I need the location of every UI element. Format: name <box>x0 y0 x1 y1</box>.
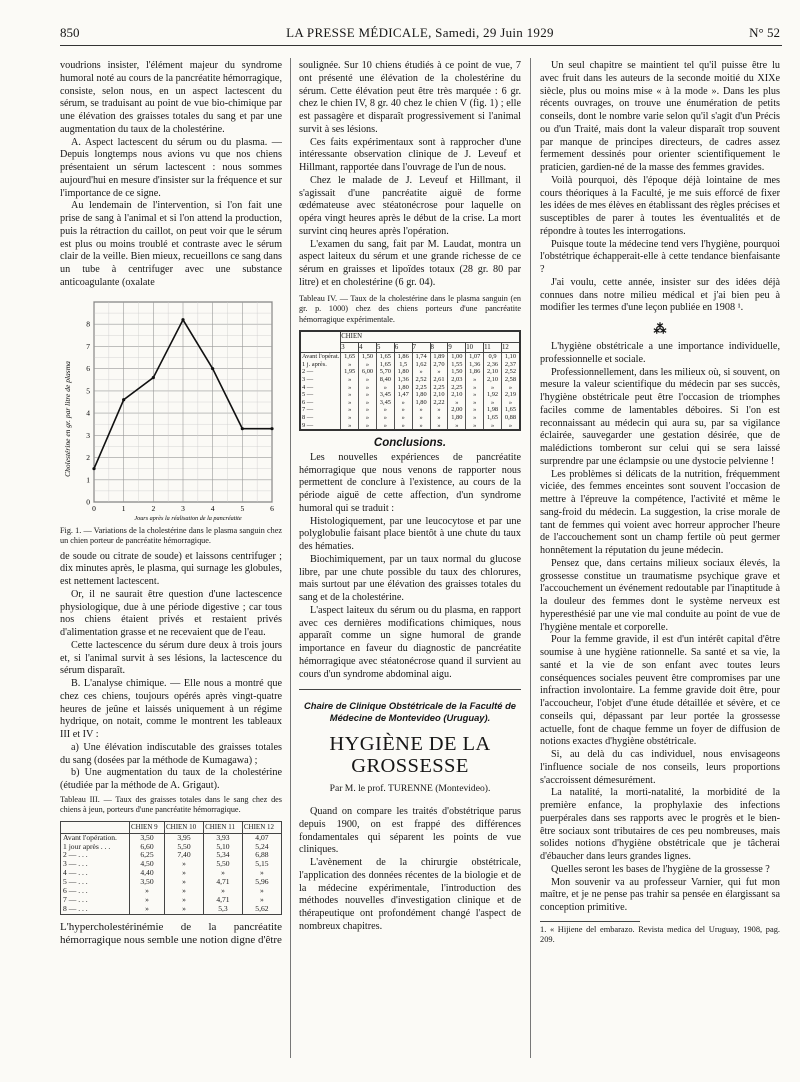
table-cell: » <box>359 422 377 431</box>
table-row-label: 6 — <box>300 399 341 407</box>
table-row-label: 4 — <box>300 384 341 392</box>
author-line: Par M. le prof. TURENNE (Montevideo). <box>329 783 491 795</box>
table-row <box>300 353 520 361</box>
affiliation: Chaire de Clinique Obstétricale de la Faculté de Médecine de Montevideo (Uruguay). <box>303 700 517 723</box>
table-cell: 2,70 <box>430 361 448 369</box>
table-row-label: 8 — <box>300 414 341 422</box>
x-tick-label: 5 <box>240 503 245 513</box>
table-cell: » <box>466 406 484 414</box>
table-row <box>300 376 520 384</box>
table-cell: » <box>394 406 412 414</box>
table-cell: » <box>466 399 484 407</box>
table-row-label: 7 — <box>300 406 341 414</box>
table-header-cell: 3 <box>341 342 359 353</box>
paragraph: Les nouvelles expériences de pancréatite hémorragique que nous venons de rapporter nous permettent de conclure à l'existence, au cours de la période aiguë de cette affection, d'un syndrome humoral qui se traduit : <box>299 451 521 514</box>
table-cell: 2 — . . . <box>61 851 130 860</box>
paragraph: Voilà pourquoi, dès l'époque déjà lointaine de mes cours théoriques à la Faculté, je me suis efforcé de fixer les idées de mes élèves en établissant des règles précises et susceptibles de parer à toutes les éventualités et de répondre à toutes les interrogations. <box>540 174 780 237</box>
table-row-label: 1 j. après. <box>300 361 341 369</box>
section-rule <box>299 689 521 690</box>
table-cell: 2,19 <box>501 391 520 399</box>
table-cell: » <box>394 414 412 422</box>
table-cell: » <box>430 368 448 376</box>
table-header-cell: CHIEN 10 <box>164 821 203 833</box>
table-cell: 6,88 <box>242 851 281 860</box>
table-row-label: 2 — <box>300 368 341 376</box>
table-cell: 2,52 <box>412 376 430 384</box>
table-cell: 1,80 <box>412 391 430 399</box>
table-cell: 1,47 <box>394 391 412 399</box>
table-cell: » <box>164 869 203 878</box>
table-header-cell: 8 <box>430 342 448 353</box>
paragraph: A. Aspect lactescent du sérum ou du plasma. — Depuis longtemps nous avions vu que nos chiens présentaient un sérum lactescent : nous sommes aujourd'hui en mesure d'insister sur la fréquence et sur l'importance de ce signe. <box>60 136 282 199</box>
table-cell: » <box>359 384 377 392</box>
table-header-cell: 5 <box>376 342 394 353</box>
table-cell: » <box>466 384 484 392</box>
data-point <box>92 467 95 470</box>
table-cell: 1,65 <box>501 406 520 414</box>
paragraph: Chez le malade de J. Leveuf et Hillmant, il s'agissait d'une pancréatite aiguë de forme œdémateuse avec stéatonécrose pour laquelle on opéra vingt heures après le début de la crise. La mort survint cinq heures après l'opération. <box>299 174 521 237</box>
table-cell: » <box>430 406 448 414</box>
table-cell: 1,36 <box>466 361 484 369</box>
table-cell: 1,80 <box>394 368 412 376</box>
table-cell: » <box>341 376 359 384</box>
table-row <box>61 896 282 905</box>
header-rule <box>60 45 782 46</box>
paragraph: Histologiquement, par une leucocytose et par une polyglobulie faisant place bientôt à une chute du taux des hématies. <box>299 515 521 553</box>
table-cell: 5,96 <box>242 878 281 887</box>
table-cell: 5,62 <box>242 905 281 914</box>
journal-header: LA PRESSE MÉDICALE, Samedi, 29 Juin 1929 <box>286 25 554 40</box>
table-cell: » <box>484 384 502 392</box>
data-point <box>152 375 155 378</box>
table-header-cell <box>61 821 130 833</box>
table-cell: 3,95 <box>164 833 203 842</box>
table-row <box>61 905 282 914</box>
table-header-cell: 12 <box>501 342 520 353</box>
paragraph: voudrions insister, l'élément majeur du syndrome humoral noté au cours de la pancréatite hémorragique, consiste, selon nous, en un aspect lactescent du sérum, se traduisant au point de vue bio-chimique par une élévation des graisses totales du sang et par une augmentation du taux de la cholestérine. <box>60 60 282 135</box>
table-cell: 4,40 <box>130 869 165 878</box>
table-cell: 2,25 <box>448 384 466 392</box>
table-cell: » <box>501 399 520 407</box>
table-row <box>300 391 520 399</box>
table-cell: » <box>164 896 203 905</box>
y-tick-label: 3 <box>86 430 90 440</box>
table-cell: » <box>164 887 203 896</box>
table-cell: 1,50 <box>359 353 377 361</box>
x-tick-label: 2 <box>151 503 156 513</box>
table-cell: » <box>466 376 484 384</box>
table-cell: » <box>341 406 359 414</box>
column-3 <box>540 60 780 946</box>
table-group-header: CHIEN <box>341 331 520 342</box>
table-cell: 1,98 <box>484 406 502 414</box>
paragraph: de soude ou citrate de soude) et laissons centrifuger ; dix minutes après, le plasma, qui surnage les globules, est nettement lactescent. <box>60 550 282 587</box>
table-cell: 7 — . . . <box>61 896 130 905</box>
table-cell: 5,10 <box>204 843 243 852</box>
data-point <box>270 427 273 430</box>
table-cell: 1,36 <box>394 376 412 384</box>
table-row <box>300 399 520 407</box>
paragraph: J'ai voulu, cette année, insister sur des idées déjà connues dans notre milieu médical et j'ai bien peu à modifier les termes d'une leçon publiée en 1908 ¹. <box>540 276 780 314</box>
table-cell: » <box>448 399 466 407</box>
table-cell: » <box>376 406 394 414</box>
table-cell: 5,24 <box>242 843 281 852</box>
x-tick-label: 4 <box>210 503 215 513</box>
chart-x-label: Jours après la réalisation de la pancréatite <box>134 514 242 522</box>
table-cell: » <box>412 414 430 422</box>
table-cell: » <box>484 422 502 431</box>
chart-y-label: Cholestérine en gr. par litre de plasma <box>63 360 72 477</box>
table-cell: 1,74 <box>412 353 430 361</box>
page-number: 850 <box>60 25 80 40</box>
table-cell: 1,55 <box>448 361 466 369</box>
table-caption: Tableau III. — Taux des graisses totales dans le sang chez des chiens à jeun, porteurs d'une pancréatite hémorragique. <box>60 794 282 815</box>
table-cell: 5,34 <box>204 851 243 860</box>
table-cell: 1,86 <box>466 368 484 376</box>
y-tick-label: 1 <box>86 474 90 484</box>
table-cell: 1,95 <box>341 368 359 376</box>
table-row <box>300 422 520 431</box>
x-tick-label: 1 <box>121 503 126 513</box>
table-cell: 6,00 <box>359 368 377 376</box>
table-cell: » <box>484 399 502 407</box>
paragraph: a) Une élévation indiscutable des graisses totales du sang (dosées par la méthode de Kumagawa) ; <box>60 741 282 766</box>
table-cell: » <box>164 905 203 914</box>
table-cell: » <box>412 368 430 376</box>
table-cell: » <box>242 869 281 878</box>
table-row <box>61 869 282 878</box>
table-cell: 1,80 <box>412 399 430 407</box>
table-row <box>61 843 282 852</box>
y-tick-label: 6 <box>86 363 90 373</box>
y-tick-label: 7 <box>86 341 90 351</box>
table-cell: 3 — . . . <box>61 860 130 869</box>
table-row <box>61 878 282 887</box>
paragraph: b) Une augmentation du taux de la cholestérine (étudiée par la méthode de A. Grigaut). <box>60 767 282 791</box>
table-row-label: 9 — <box>300 422 341 431</box>
table-row <box>300 414 520 422</box>
table-cell: 2,03 <box>448 376 466 384</box>
table-cell: 3,93 <box>204 833 243 842</box>
table-cell: » <box>430 414 448 422</box>
table-cell: 4,07 <box>242 833 281 842</box>
table-header-cell: 9 <box>448 342 466 353</box>
table-cell: 2,25 <box>430 384 448 392</box>
table-cell: 1,5 <box>394 361 412 369</box>
y-tick-label: 5 <box>86 385 90 395</box>
table-row <box>61 851 282 860</box>
table-cell: 1,50 <box>448 368 466 376</box>
paragraph: Les problèmes si délicats de la nutrition, fréquemment viciée, des femmes enceintes sont souvent l'occasion de mettre à l'épreuve la compétence, l'activité et même le sang-froid du médecin. La suggestion, la crise morale de tant de femmes qui voient avec horreur approcher l'heure de l'accouchement sont un champ fertile où peut germer honnêtement la réputation du jeune médecin. <box>540 468 780 556</box>
table-cell: » <box>394 422 412 431</box>
table-cell: 5,50 <box>164 843 203 852</box>
table-cell: 3,45 <box>376 391 394 399</box>
table-cell: 1 jour après . . . <box>61 843 130 852</box>
y-tick-label: 2 <box>86 452 90 462</box>
table-cell: 1,65 <box>484 414 502 422</box>
table-cell: » <box>164 860 203 869</box>
data-point <box>122 398 125 401</box>
table-cell: 1,86 <box>394 353 412 361</box>
table-cell: » <box>412 406 430 414</box>
table-cell: Avant l'opération. <box>61 833 130 842</box>
table-row <box>61 860 282 869</box>
table-cell: » <box>242 896 281 905</box>
table-cell: 2,37 <box>501 361 520 369</box>
table-row <box>61 887 282 896</box>
y-tick-label: 8 <box>86 319 90 329</box>
table-row <box>300 406 520 414</box>
table-cell: » <box>341 384 359 392</box>
table-row-label: 5 — <box>300 391 341 399</box>
table-cell: 5,3 <box>204 905 243 914</box>
paragraph: La natalité, la morti-natalité, la morbidité de la première enfance, la prophylaxie des infections puerpérales dans ses rapports avec le progrès et le bien-être sociaux sont tributaires de ces peu nombreuses, mais solides notions d'hygiène obstétricale que je tâcherai d'ébaucher dans leurs grandes lignes. <box>540 787 780 862</box>
table-row <box>300 368 520 376</box>
table-header-cell: 6 <box>394 342 412 353</box>
table-cell: 4,71 <box>204 896 243 905</box>
table-cell: 1,80 <box>394 384 412 392</box>
table-cell: » <box>204 869 243 878</box>
table-cell: » <box>448 422 466 431</box>
paragraph: Puisque toute la médecine tend vers l'hygiène, pourquoi l'obstétrique échapperait-elle à cette tendance bienfaisante ? <box>540 238 780 275</box>
table-cell: » <box>376 422 394 431</box>
cholesterol-line-chart <box>60 294 282 524</box>
table-header-cell: 10 <box>466 342 484 353</box>
table-cell: 7,40 <box>164 851 203 860</box>
table-row <box>300 361 520 369</box>
table-cell: » <box>501 422 520 431</box>
paragraph: L'examen du sang, fait par M. Laudat, montra un aspect laiteux du sérum et une grande richesse de ce sérum en graisses et lipoïdes totaux (28 gr. 80 par litre) et en cholestérine (6 gr. 04). <box>299 238 521 288</box>
article-title: HYGIÈNE DE LA GROSSESSE <box>329 733 491 778</box>
table-cell: » <box>359 376 377 384</box>
table-cell: 1,00 <box>448 353 466 361</box>
data-point <box>241 427 244 430</box>
table-cell: 2,25 <box>412 384 430 392</box>
table-header-cell: 7 <box>412 342 430 353</box>
paragraph: Cette lactescence du sérum dure deux à trois jours et, si l'animal survit à ses lésions, la lactescence du sérum disparaît. <box>60 639 282 677</box>
paragraph: B. L'analyse chimique. — Elle nous a montré que chez ces chiens, toujours opérés après vingt-quatre heures de jeûne et laissés uniquement à un régime hydrique, on notait, comme le montrent les tableaux III et IV : <box>60 678 282 740</box>
data-point <box>181 318 184 321</box>
table-cell: 2,58 <box>501 376 520 384</box>
table-cell: 5 — . . . <box>61 878 130 887</box>
table-cell: » <box>466 422 484 431</box>
table-cell: 5,50 <box>204 860 243 869</box>
y-tick-label: 4 <box>86 408 90 418</box>
column-1 <box>60 60 282 948</box>
paragraph: Si, au delà du cas individuel, nous envisageons l'influence sociale de nos conseils, leurs proportions s'accroissent démesurément. <box>540 749 780 786</box>
table-cell: 5,70 <box>376 368 394 376</box>
paragraph: Pensez que, dans certains milieux sociaux élevés, la grossesse constitue un traumatisme psychique grave et l'accouchement un événement redoutable par l'inaptitude à la douleur des femmes dont le système nerveux est hyperesthésié par une vie mal conduite au point de vue de l'hygiène mentale et corporelle. <box>540 557 780 633</box>
column-separator <box>290 58 291 1058</box>
table-cell: 1,10 <box>501 353 520 361</box>
conclusions-heading: Conclusions. <box>373 437 447 450</box>
table-cell: » <box>466 391 484 399</box>
paragraph: Pour la femme gravide, il est d'un intérêt capital d'être soumise à une hygiène rationnelle. Sa santé et sa vie, la santé et la vie de son enfant avec toutes leurs conséquences sociales peuvent être compromises par une infraction involontaire. La femme gravide doit être, pour l'accoucheur, l'objet d'une étude détaillée et sévère, et ce conseils qui, dépassant par leur portée la grossesse actuelle, font de chaque femme un foyer de diffusion de notions exactes d'hygiène obstétricale. <box>540 634 780 748</box>
table-cell: 2,61 <box>430 376 448 384</box>
table-cell: 2,00 <box>448 406 466 414</box>
table-cell: » <box>341 399 359 407</box>
table-iv <box>299 330 521 431</box>
table-cell: 8 — . . . <box>61 905 130 914</box>
table-cell: 2,52 <box>501 368 520 376</box>
table-cell: » <box>501 384 520 392</box>
table-cell: 2,10 <box>484 376 502 384</box>
table-cell: » <box>341 361 359 369</box>
paragraph: Or, il ne saurait être question d'une lactescence physiologique, due à une période digestive ; car tous nos chiens étaient privés et restaient privés d'alimentation grasse et ne recevaient que de l'eau. <box>60 588 282 638</box>
table-cell: » <box>204 887 243 896</box>
table-cell: » <box>130 887 165 896</box>
column-separator <box>530 58 531 1058</box>
table-cell: » <box>359 414 377 422</box>
paragraph: soulignée. Sur 10 chiens étudiés à ce point de vue, 7 ont présenté une élévation de la cholestérine du sérum. Cette élévation peut être très marquée : 6 gr. chez le chien IV, 8 gr. 40 chez le chien V (fig. 1) ; elle est passagère et disparaît progressivement si l'animal survit à ses lésions. <box>299 60 521 135</box>
issue-number: N° 52 <box>749 25 780 40</box>
table-cell: 2,10 <box>448 391 466 399</box>
table-cell: » <box>430 422 448 431</box>
table-header-cell: CHIEN 9 <box>130 821 165 833</box>
table-cell: 0,88 <box>501 414 520 422</box>
table-header-cell: CHIEN 12 <box>242 821 281 833</box>
table-cell: 2,10 <box>430 391 448 399</box>
table-cell: 6 — . . . <box>61 887 130 896</box>
table-cell: » <box>359 406 377 414</box>
table-cell: » <box>164 878 203 887</box>
table-cell: 0,9 <box>484 353 502 361</box>
table-cell: » <box>359 361 377 369</box>
table-iii <box>60 821 282 915</box>
running-header <box>60 25 780 47</box>
paragraph: L'aspect laiteux du sérum ou du plasma, en rapport avec ces dernières modifications chimiques, nous apparaît comme un signe humoral de grande importance en faveur du diagnostic de pancréatite hémorragique avec stéatonécrose quand il survient au cours d'un syndrome abdominal aigu. <box>299 604 521 680</box>
table-header-cell: 11 <box>484 342 502 353</box>
table-cell: 3,45 <box>376 399 394 407</box>
table-cell: 1,65 <box>376 353 394 361</box>
table-cell: » <box>359 399 377 407</box>
y-tick-label: 0 <box>86 497 90 506</box>
chart-grid <box>94 302 272 502</box>
table-row-label: Avant l'opérat. <box>302 353 340 361</box>
paragraph: L'hygiène obstétricale a une importance individuelle, professionnelle et sociale. <box>540 341 780 365</box>
paragraph: Quelles seront les bases de l'hygiène de la grossesse ? <box>551 863 770 875</box>
paragraph: L'hypercholestérinémie de la pancréatite hémorragique nous semble une notion digne d'être <box>60 920 282 947</box>
paragraph: Au lendemain de l'intervention, si l'on fait une prise de sang à l'animal et si l'on attend la production, puis la rétraction du caillot, on peut voir que le sérum est plus ou moins troublé et contraste avec le sérum clair de la veille. Bien mieux, recueillons ce sang dans un tube à centrifuger avec une substance anticoagulante (oxalate <box>60 200 282 288</box>
table-header-cell: 4 <box>359 342 377 353</box>
table-row-label: 3 — <box>300 376 341 384</box>
x-tick-label: 0 <box>92 503 96 513</box>
table-cell: 1,65 <box>341 353 359 361</box>
table-cell: 2,36 <box>484 361 502 369</box>
table-cell: 4,71 <box>204 878 243 887</box>
table-cell: 1,80 <box>448 414 466 422</box>
table-cell: 4,50 <box>130 860 165 869</box>
table-cell: » <box>359 391 377 399</box>
paragraph: Un seul chapitre se maintient tel qu'il puisse être lu avec fruit dans les auteurs de la seconde moitié du XIXe siècle, plus ou moins mise « à la mode ». Dans les plus récents ouvrages, on trouve une énumération de petits conseils, dont le nombre varie selon qu'il s'agit d'un Précis ou d'un Traité, mais dont la valeur disparaît trop souvent par manque de principes directeurs, de cadres assez fermement dessinés pour orienter scientifiquement le praticien, gardien-né de la masse des femmes gravides. <box>540 60 780 173</box>
section-asterism: ⁂ <box>653 321 667 336</box>
table-cell: 1,07 <box>466 353 484 361</box>
table-cell: » <box>466 414 484 422</box>
table-cell: » <box>412 422 430 431</box>
table-cell: » <box>341 414 359 422</box>
table-cell: 6,25 <box>130 851 165 860</box>
figure-caption: Fig. 1. — Variations de la cholestérine dans le plasma sanguin chez un chien porteur de pancréatite hémorragique. <box>60 525 282 545</box>
x-tick-label: 6 <box>270 503 274 513</box>
paragraph: Professionnellement, dans les milieux où, si souvent, on mesure la valeur scientifique du médecin par ses succès, l'hygiène obstétricale peut être l'occasion de triomphes faciles comme de lamentables déboires. Si l'on est reconnaissant au médecin qui aura su, par sa vigilance éclairée, sauvegarder une gestation désirée, que de malédictions tomberont sur celui qui se sera laissé surprendre par une éclampsie ou une dystocie pelvienne ! <box>540 366 780 467</box>
table-cell: » <box>341 391 359 399</box>
footnote: 1. « Hijiene del embarazo. Revista medica del Uruguay, 1908, pag. 209. <box>540 924 780 945</box>
paragraph: Mon souvenir va au professeur Varnier, qui fut mon maître, et je ne pense pas trahir sa pensée en élargissant sa conception primitive. <box>540 876 780 913</box>
table-cell: 3,50 <box>130 878 165 887</box>
table-cell: » <box>376 384 394 392</box>
footnote-rule <box>540 921 640 922</box>
paragraph: Ces faits expérimentaux sont à rapprocher d'une intéressante observation clinique de J. Leveuf et Hillmant, rapportée dans l'ouvrage de l'un de nous. <box>299 136 521 173</box>
paragraph: L'avènement de la chirurgie obstétricale, l'application des données récentes de la biologie et de la médecine expérimentale, l'introduction des méthodes nouvelles d'investigation clinique et de thérapeutique ont profondément changé l'aspect de nombreux chapitres. <box>299 857 521 932</box>
data-point <box>211 367 214 370</box>
table-cell: » <box>130 905 165 914</box>
table-caption: Tableau IV. — Taux de la cholestérine dans le plasma sanguin (en gr. p. 1000) chez des chiens porteurs d'une pancréatite hémorragique expérimentale. <box>299 293 521 324</box>
table-cell: » <box>394 399 412 407</box>
table-header-cell: CHIEN 11 <box>204 821 243 833</box>
x-tick-label: 3 <box>181 503 185 513</box>
table-cell: 1,62 <box>412 361 430 369</box>
paragraph: Quand on compare les traités d'obstétrique parus depuis 1900, on est frappé des différences fondamentales qui séparent les points de vue cliniques. <box>299 806 521 856</box>
table-cell: 3,50 <box>130 833 165 842</box>
table-cell: 1,65 <box>376 361 394 369</box>
table-cell: 2,22 <box>430 399 448 407</box>
table-cell: 2,10 <box>484 368 502 376</box>
table-cell: » <box>130 896 165 905</box>
table-cell: 1,89 <box>430 353 448 361</box>
table-cell: 8,40 <box>376 376 394 384</box>
table-cell: » <box>376 414 394 422</box>
table-cell: » <box>242 887 281 896</box>
table-cell: 1,92 <box>484 391 502 399</box>
table-cell: 6,60 <box>130 843 165 852</box>
table-cell: » <box>341 422 359 431</box>
table-cell: 5,15 <box>242 860 281 869</box>
table-row <box>300 384 520 392</box>
table-cell: 4 — . . . <box>61 869 130 878</box>
column-2 <box>299 60 521 934</box>
paragraph: Biochimiquement, par un taux normal du glucose libre, par une chute possible du taux des chlorures, mais surtout par une élévation des graisses totales du sang et de la cholestérine. <box>299 553 521 604</box>
